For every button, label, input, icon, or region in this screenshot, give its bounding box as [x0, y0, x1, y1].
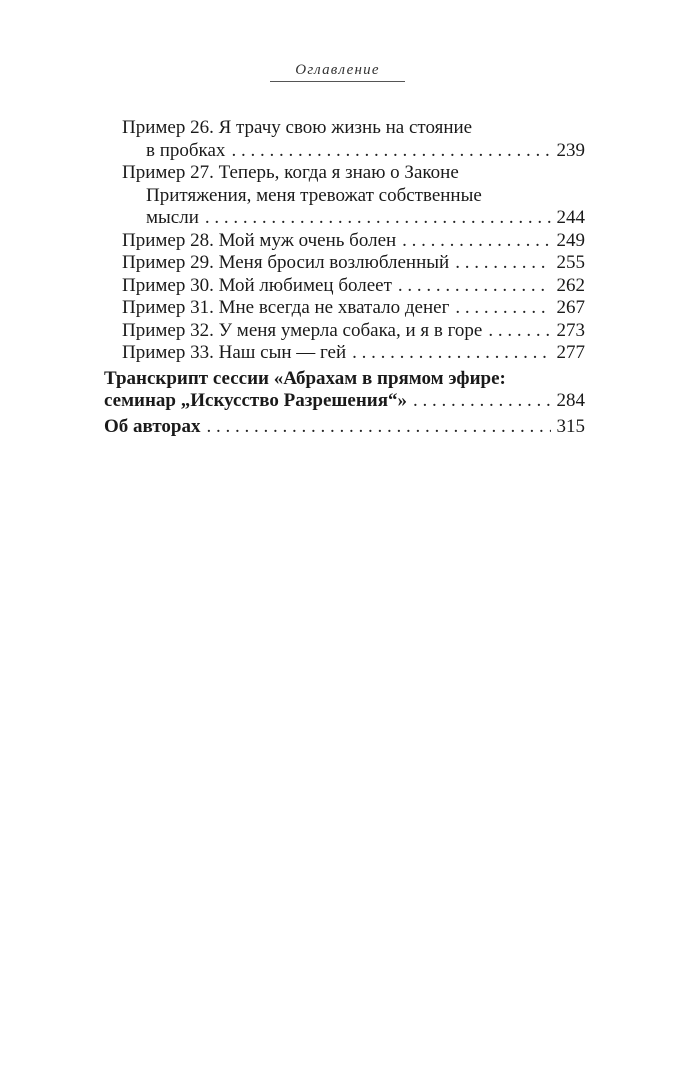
- toc-entry[interactable]: [122, 230, 585, 253]
- dot-leader: [231, 140, 550, 163]
- toc-entry[interactable]: [122, 275, 585, 298]
- toc-entry-text: Пример 27. Теперь, когда я знаю о Законе: [122, 162, 459, 183]
- dot-leader: [455, 252, 550, 275]
- running-header-title: Оглавление: [295, 62, 380, 78]
- toc-entry-text: Пример 33. Наш сын — гей: [122, 342, 347, 363]
- toc-entry-text: Об авторах: [104, 415, 201, 437]
- toc-page-number: 239: [556, 139, 585, 161]
- dot-leader: [488, 320, 550, 343]
- toc-page-number: 284: [556, 390, 585, 411]
- toc-page-number: 244: [556, 207, 585, 228]
- toc-page-number: 262: [556, 274, 585, 296]
- toc-page-number: 255: [556, 252, 585, 273]
- toc-entry-text: Пример 31. Мне всегда не хватало денег: [122, 297, 450, 318]
- toc-entry-text: Пример 32. У меня умерла собака, и я в горе: [122, 319, 483, 341]
- toc-entry-text: мысли: [146, 207, 199, 228]
- toc-entry[interactable]: [122, 320, 585, 343]
- toc-entry[interactable]: [122, 162, 585, 230]
- toc-entry-text: Пример 30. Мой любимец болеет: [122, 274, 392, 296]
- running-header: [270, 62, 405, 82]
- toc-entry-text: Пример 26. Я трачу свою жизнь на стояние: [122, 117, 473, 138]
- toc-entry[interactable]: [122, 252, 585, 275]
- dot-leader: [402, 230, 550, 253]
- toc-entry[interactable]: [122, 297, 585, 320]
- dot-leader: [413, 390, 550, 413]
- toc-entry-text: семинар „Искусство Разрешения“»: [104, 390, 408, 411]
- toc-entry-text: в пробках: [146, 139, 226, 161]
- toc-entry-section[interactable]: [104, 416, 585, 439]
- toc-page-number: 249: [556, 229, 585, 251]
- toc-page-number: 273: [556, 319, 585, 341]
- toc-entry-text: Пример 29. Меня бросил возлюбленный: [122, 252, 450, 273]
- dot-leader: [352, 342, 550, 365]
- toc-entry-section[interactable]: [104, 368, 585, 413]
- dot-leader: [205, 207, 551, 230]
- dot-leader: [206, 416, 550, 439]
- toc-entry-text: Притяжения, меня тревожат собственные: [146, 184, 482, 206]
- dot-leader: [398, 275, 551, 298]
- toc-page-number: 315: [556, 415, 585, 437]
- toc-entry[interactable]: [122, 342, 585, 365]
- toc-entry[interactable]: [122, 117, 585, 162]
- toc-entry-text: Пример 28. Мой муж очень болен: [122, 229, 397, 251]
- toc-page-number: 267: [556, 297, 585, 318]
- toc-page-number: 277: [556, 342, 585, 363]
- table-of-contents: [0, 117, 675, 438]
- toc-entry-text: Транскрипт сессии «Абрахам в прямом эфире:: [104, 367, 506, 389]
- dot-leader: [455, 297, 550, 320]
